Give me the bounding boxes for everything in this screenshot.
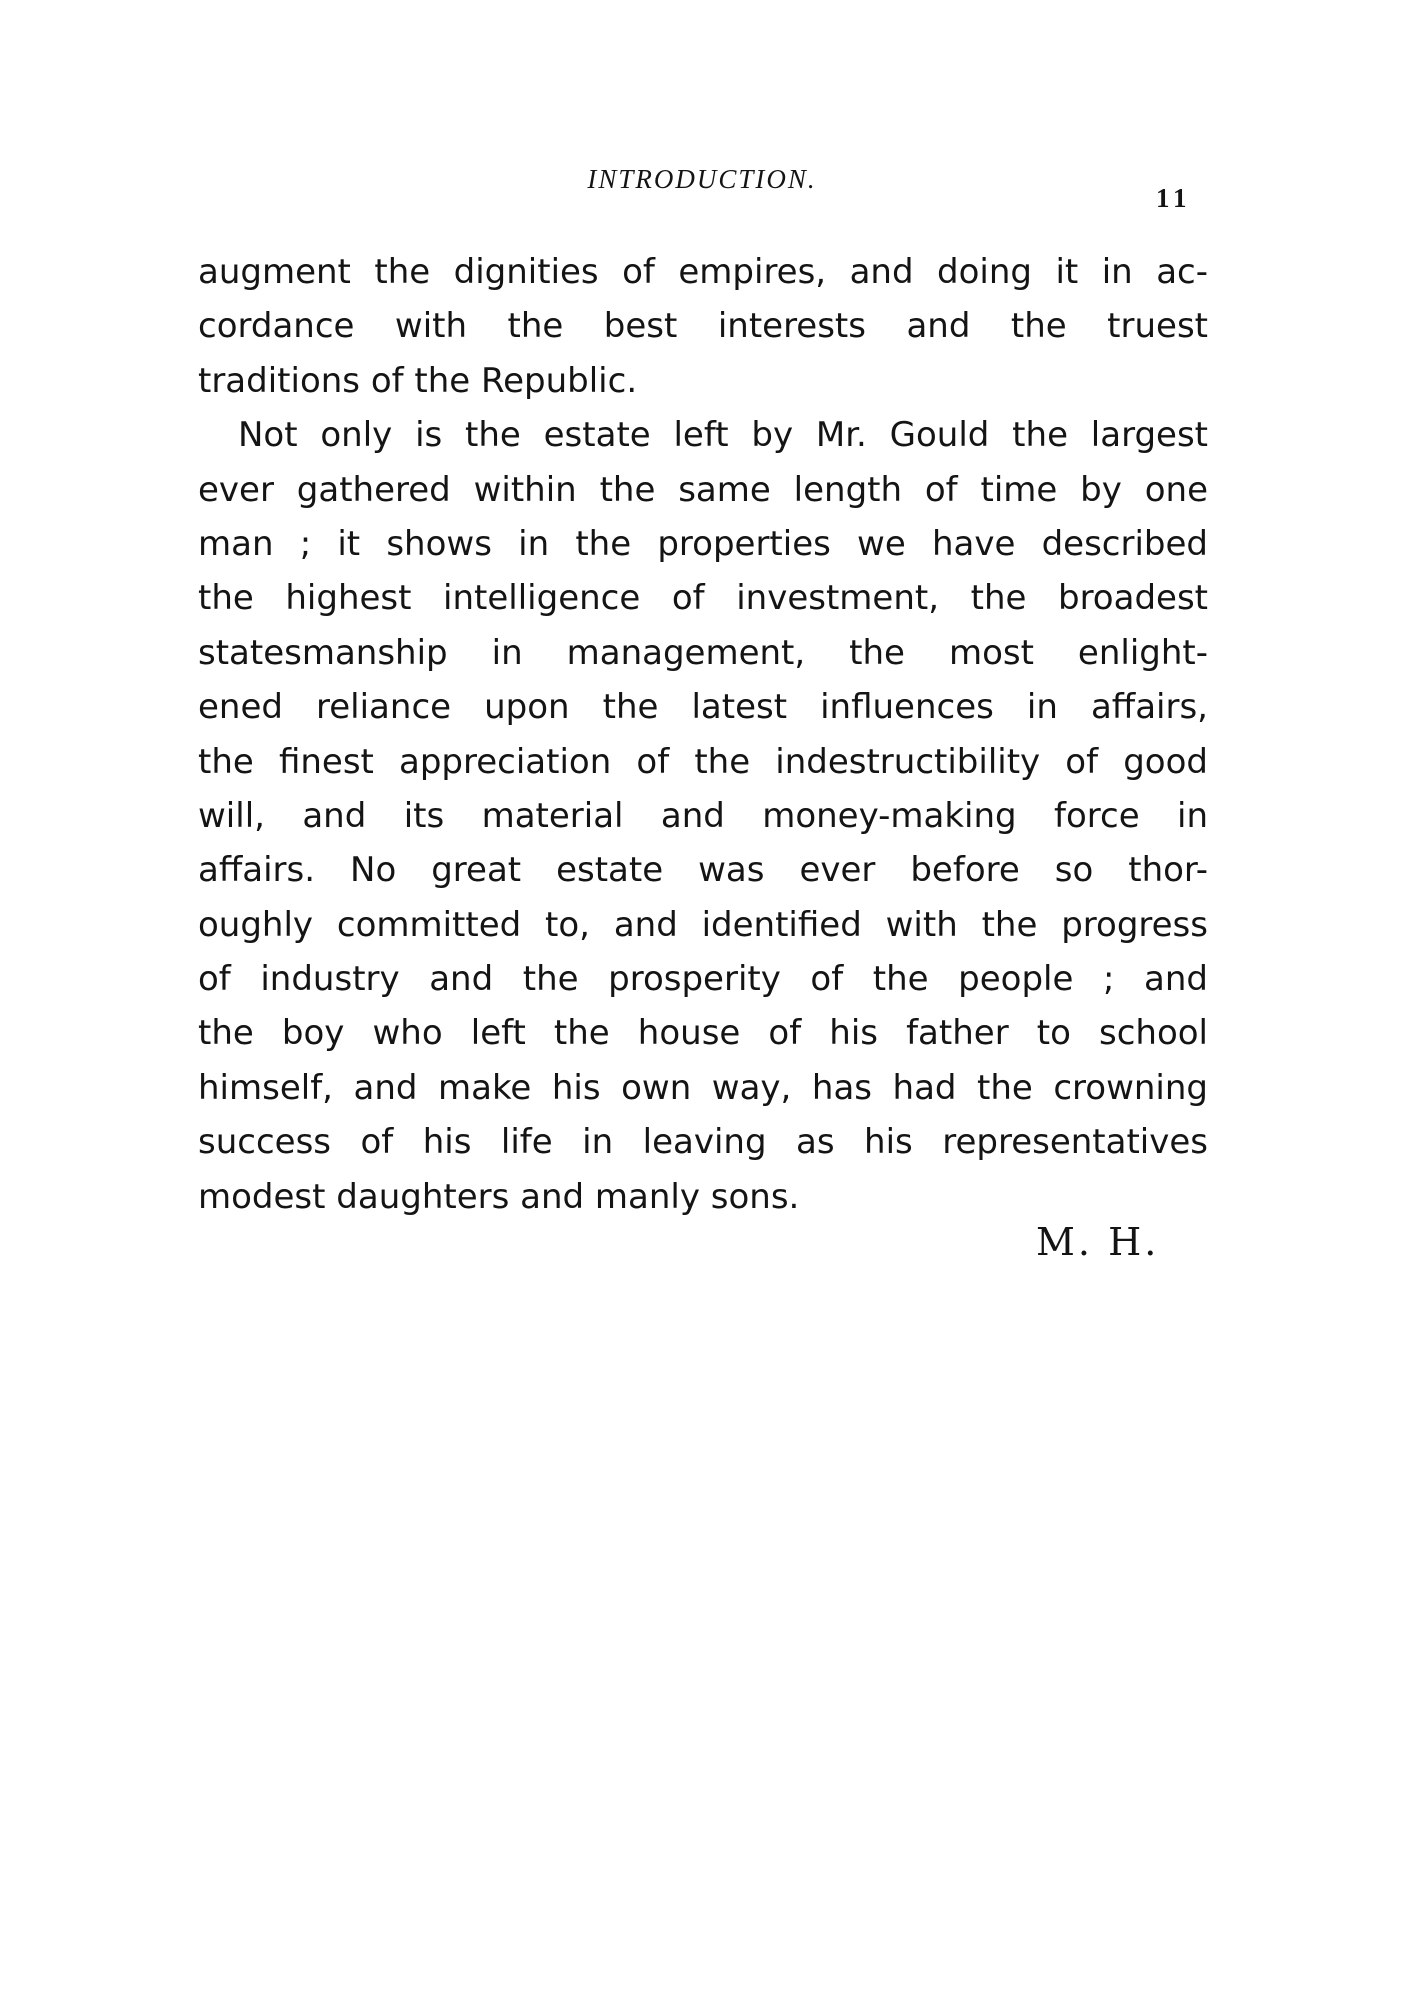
author-signature: M. H. bbox=[1036, 1220, 1160, 1264]
text-line: of industry and the prosperity of the people ; and bbox=[198, 959, 1208, 1000]
text-line: ened reliance upon the latest influences in affairs, bbox=[198, 687, 1208, 728]
text-line: modest daughters and manly sons. bbox=[198, 1176, 800, 1217]
body-text bbox=[198, 245, 1208, 1224]
text-line: the boy who left the house of his father to school bbox=[198, 1013, 1208, 1054]
paragraph bbox=[198, 408, 1208, 1224]
text-line: augment the dignities of empires, and doing it in ac- bbox=[198, 252, 1208, 292]
text-line: cordance with the best interests and the truest bbox=[198, 306, 1208, 347]
text-line: oughly committed to, and identified with the progress bbox=[198, 904, 1208, 945]
text-line: success of his life in leaving as his representatives bbox=[198, 1122, 1208, 1163]
text-line: the finest appreciation of the indestructibility of good bbox=[198, 741, 1208, 782]
running-head: INTRODUCTION. bbox=[587, 164, 817, 194]
text-line: the highest intelligence of investment, the broadest bbox=[198, 578, 1208, 619]
paragraph bbox=[198, 245, 1208, 408]
text-line: affairs. No great estate was ever before so thor- bbox=[198, 850, 1208, 891]
text-line: statesmanship in management, the most enlight- bbox=[198, 632, 1208, 673]
text-line: himself, and make his own way, has had the crowning bbox=[198, 1067, 1208, 1108]
text-line: will, and its material and money-making force in bbox=[198, 795, 1208, 836]
text-line: traditions of the Republic. bbox=[198, 360, 638, 401]
text-line: Not only is the estate left by Mr. Gould the largest bbox=[238, 415, 1208, 456]
page-number: 11 bbox=[1156, 183, 1192, 213]
text-line: man ; it shows in the properties we have described bbox=[198, 523, 1208, 564]
text-line: ever gathered within the same length of time by one bbox=[198, 469, 1208, 510]
